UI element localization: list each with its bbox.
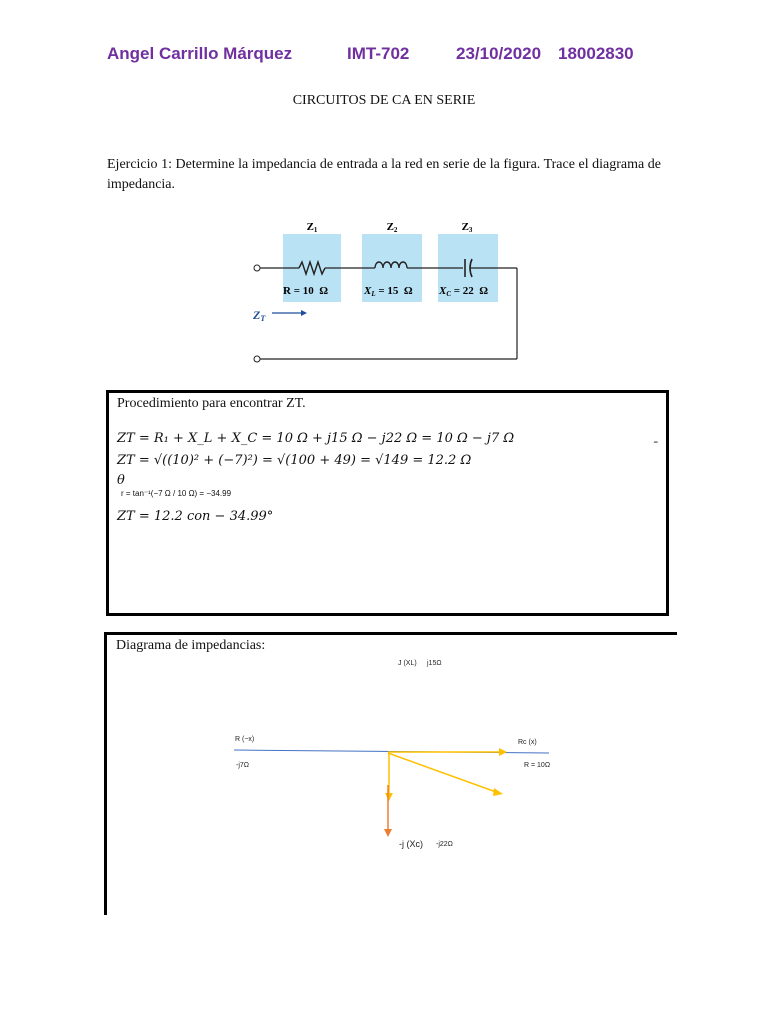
r-neg-label: R (−x)	[235, 736, 255, 743]
j-label: J (XL)	[398, 660, 417, 667]
procedure-box	[106, 390, 669, 616]
neg-j-value: -j22Ω	[436, 841, 453, 848]
j-value: j15Ω	[427, 660, 442, 667]
student-id: 18002830	[558, 44, 634, 63]
diagram-box	[104, 632, 677, 915]
equation-zt-magnitude: ZT = √((10)² + (−7)²) = √(100 + 49) = √149 = 12.2 Ω	[117, 453, 472, 468]
neg-j-label: -j (Xc)	[399, 839, 423, 849]
stray-mark: =	[653, 438, 658, 447]
zt-vector	[388, 753, 496, 792]
exercise-text: Ejercicio 1: Determine la impedancia de entrada a la red en serie de la figura. Trace el diagrama de impedancia.	[107, 157, 661, 192]
z2-label: Z2	[386, 221, 398, 234]
z1-label: Z1	[306, 221, 318, 234]
xl-value-label: XL = 15 Ω	[364, 285, 413, 298]
diagram-title: Diagrama de impedancias:	[116, 638, 266, 653]
r-value: R = 10Ω	[524, 762, 551, 769]
group-code: IMT-702	[347, 44, 410, 63]
date: 23/10/2020	[456, 44, 542, 63]
theta-symbol: θ	[117, 473, 125, 488]
circuit-figure	[245, 212, 535, 367]
r-value-label: R = 10 Ω	[283, 285, 329, 297]
r-neg-value: -j7Ω	[236, 762, 250, 769]
author-name: Angel Carrillo Márquez	[107, 44, 293, 63]
xc-value-label: XC = 22 Ω	[439, 285, 489, 298]
rc-label: Rc (x)	[518, 739, 537, 746]
equation-zt-polar: ZT = 12.2 con − 34.99°	[117, 509, 274, 524]
equation-zt-sum: ZT = R₁ + X_L + X_C = 10 Ω + j15 Ω − j22 Ω = 10 Ω − j7 Ω	[117, 431, 515, 446]
z3-label: Z3	[461, 221, 473, 234]
header	[107, 44, 707, 70]
zt-label: ZT	[253, 308, 266, 323]
impedance-diagram	[107, 635, 677, 915]
procedure-title: Procedimiento para encontrar ZT.	[117, 396, 306, 411]
equation-angle: r = tan⁻¹(−7 Ω / 10 Ω) = −34.99	[121, 489, 232, 498]
page-title: CIRCUITOS DE CA EN SERIE	[292, 93, 476, 108]
